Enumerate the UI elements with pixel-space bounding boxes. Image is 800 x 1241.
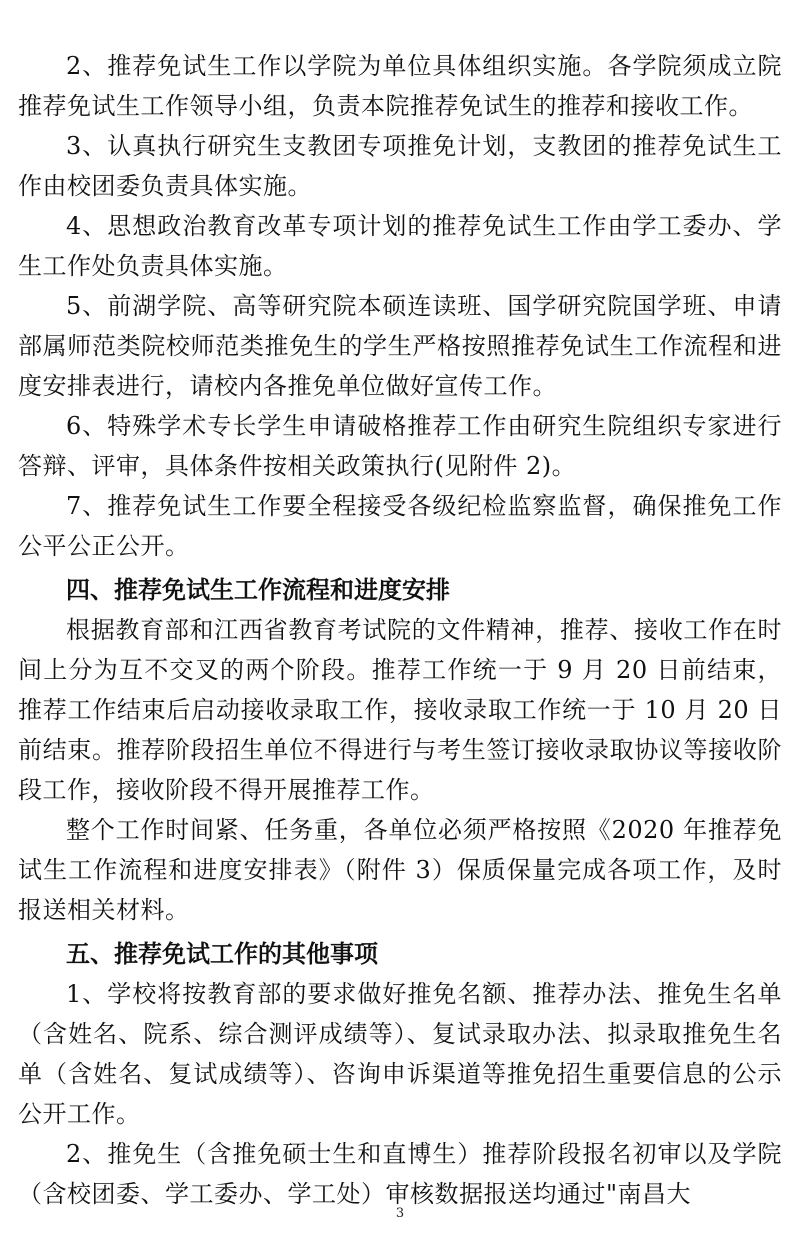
document-page [18, 46, 782, 1214]
page-number: 3 [395, 1206, 405, 1221]
item-7: 7、推荐免试生工作要全程接受各级纪检监察监督，确保推免工作公平公正公开。 [18, 492, 782, 560]
section-5-heading: 五、推荐免试工作的其他事项 [66, 940, 378, 968]
item-6: 6、特殊学术专长学生申请破格推荐工作由研究生院组织专家进行答辩、评审，具体条件按相关政策执行(见附件 2)。 [18, 412, 782, 480]
section-5-item-2: 2、推免生（含推免硕士生和直博生）推荐阶段报名初审以及学院（含校团委、学工委办、学工处）审核数据报送均通过"南昌大 [18, 1140, 782, 1208]
item-5: 5、前湖学院、高等研究院本硕连读班、国学研究院国学班、申请部属师范类院校师范类推免生的学生严格按照推荐免试生工作流程和进度安排表进行，请校内各推免单位做好宣传工作。 [18, 292, 782, 400]
section-5-item-1: 1、学校将按教育部的要求做好推免名额、推荐办法、推免生名单（含姓名、院系、综合测评成绩等）、复试录取办法、拟录取推免生名单（含姓名、复试成绩等）、咨询申诉渠道等推免招生重要信息的公示公开工作。 [18, 980, 782, 1128]
section-4-paragraph-2: 整个工作时间紧、任务重，各单位必须严格按照《2020 年推荐免试生工作流程和进度安排表》（附件 3）保质保量完成各项工作，及时报送相关材料。 [18, 816, 782, 924]
item-4: 4、思想政治教育改革专项计划的推荐免试生工作由学工委办、学生工作处负责具体实施。 [18, 212, 782, 280]
section-4-heading: 四、推荐免试生工作流程和进度安排 [66, 576, 450, 604]
section-4-paragraph-1: 根据教育部和江西省教育考试院的文件精神，推荐、接收工作在时间上分为互不交叉的两个阶段。推荐工作统一于 9 月 20 日前结束，推荐工作结束后启动接收录取工作，接收录取工作统一于 10 月 20 日前结束。推荐阶段招生单位不得进行与考生签订接收录取协议等接收阶段工作，接收阶段不得开展推荐工作。 [18, 616, 782, 804]
item-2: 2、推荐免试生工作以学院为单位具体组织实施。各学院须成立院推荐免试生工作领导小组，负责本院推荐免试生的推荐和接收工作。 [18, 52, 782, 120]
item-3: 3、认真执行研究生支教团专项推免计划，支教团的推荐免试生工作由校团委负责具体实施。 [18, 132, 782, 200]
